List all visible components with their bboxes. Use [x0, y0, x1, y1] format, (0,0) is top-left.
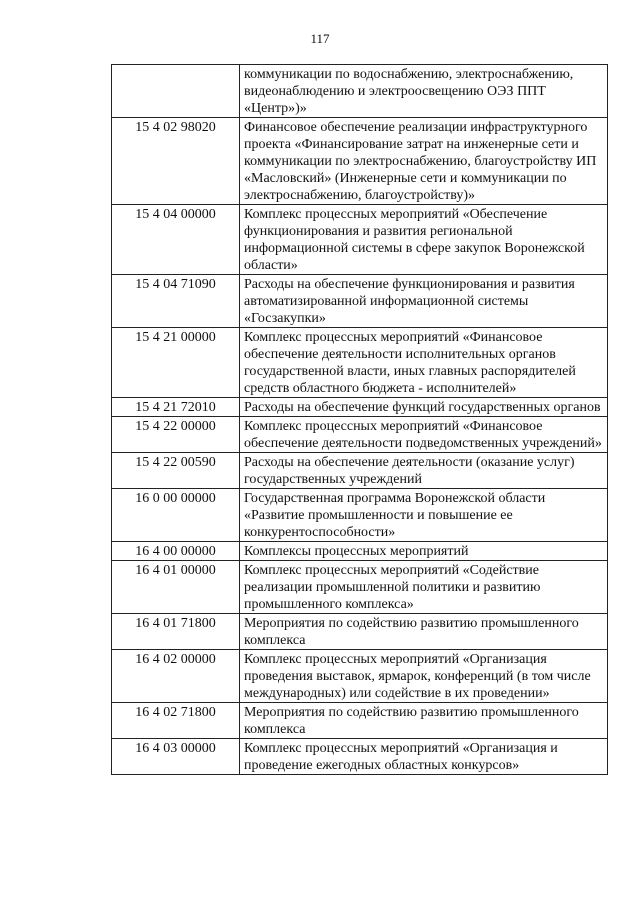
table-row	[112, 542, 608, 561]
code-cell: 16 4 01 00000	[112, 561, 240, 614]
code-cell: 16 4 03 00000	[112, 739, 240, 775]
table-row	[112, 275, 608, 328]
description-cell: Комплекс процессных мероприятий «Обеспечение функционирования и развития региональной информационной системы в сфере закупок Воронежской области»	[240, 205, 608, 275]
table-row	[112, 561, 608, 614]
table-row	[112, 489, 608, 542]
table-row	[112, 328, 608, 398]
code-cell: 16 0 00 00000	[112, 489, 240, 542]
table-row	[112, 417, 608, 453]
description-cell: Мероприятия по содействию развитию промышленного комплекса	[240, 703, 608, 739]
table-row	[112, 703, 608, 739]
description-cell: Комплекс процессных мероприятий «Организация проведения выставок, ярмарок, конференций (в том числе международных) или содействие в их проведении»	[240, 650, 608, 703]
code-cell: 15 4 21 72010	[112, 398, 240, 417]
description-cell: Мероприятия по содействию развитию промышленного комплекса	[240, 614, 608, 650]
description-cell: Комплекс процессных мероприятий «Финансовое обеспечение деятельности подведомственных учреждений»	[240, 417, 608, 453]
table-row	[112, 65, 608, 118]
budget-classification-table	[111, 64, 608, 775]
code-cell: 15 4 04 71090	[112, 275, 240, 328]
table-row	[112, 453, 608, 489]
table-row	[112, 118, 608, 205]
table-row	[112, 614, 608, 650]
description-cell: Расходы на обеспечение деятельности (оказание услуг) государственных учреждений	[240, 453, 608, 489]
table-row	[112, 739, 608, 775]
description-cell: Комплекс процессных мероприятий «Организация и проведение ежегодных областных конкурсов»	[240, 739, 608, 775]
description-cell: Комплекс процессных мероприятий «Содействие реализации промышленной политики и развитию промышленного комплекса»	[240, 561, 608, 614]
code-cell: 16 4 01 71800	[112, 614, 240, 650]
table-row	[112, 205, 608, 275]
description-cell: Государственная программа Воронежской области «Развитие промышленности и повышение ее конкурентоспособности»	[240, 489, 608, 542]
description-cell: Расходы на обеспечение функционирования и развития автоматизированной информационной системы «Госзакупки»	[240, 275, 608, 328]
description-cell: коммуникации по водоснабжению, электроснабжению, видеонаблюдению и электроосвещению ОЭЗ ППТ «Центр»)»	[240, 65, 608, 118]
description-cell: Комплекс процессных мероприятий «Финансовое обеспечение деятельности исполнительных органов государственной власти, иных главных распорядителей средств областного бюджета - исполнителей»	[240, 328, 608, 398]
code-cell: 15 4 02 98020	[112, 118, 240, 205]
code-cell	[112, 65, 240, 118]
code-cell: 15 4 04 00000	[112, 205, 240, 275]
code-cell: 16 4 00 00000	[112, 542, 240, 561]
table-row	[112, 398, 608, 417]
page-number: 117	[310, 31, 330, 46]
code-cell: 15 4 22 00000	[112, 417, 240, 453]
description-cell: Финансовое обеспечение реализации инфраструктурного проекта «Финансирование затрат на инженерные сети и коммуникации по электроснабжению, благоустройству ИП «Масловский» (Инженерные сети и коммуникации по электроснабжению, благоустройству)»	[240, 118, 608, 205]
code-cell: 16 4 02 71800	[112, 703, 240, 739]
code-cell: 15 4 21 00000	[112, 328, 240, 398]
description-cell: Расходы на обеспечение функций государственных органов	[240, 398, 608, 417]
code-cell: 15 4 22 00590	[112, 453, 240, 489]
table-row	[112, 650, 608, 703]
description-cell: Комплексы процессных мероприятий	[240, 542, 608, 561]
code-cell: 16 4 02 00000	[112, 650, 240, 703]
